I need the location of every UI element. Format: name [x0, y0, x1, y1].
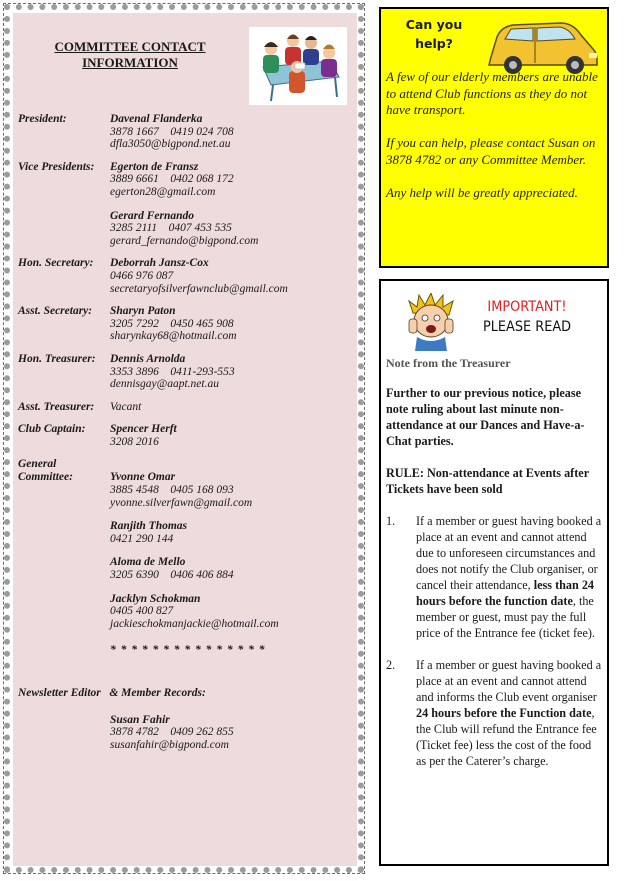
notice-clause-1	[386, 513, 604, 641]
role-label: Asst. Treasurer:	[18, 400, 95, 413]
person-email[interactable]: sharynkay68@hotmail.com	[110, 330, 237, 343]
committee-entry-hon-secretary	[18, 257, 352, 295]
person-block	[110, 113, 352, 151]
committee-entry-club-captain	[18, 423, 352, 448]
person-name: Deborrah Jansz-Cox	[110, 257, 209, 270]
person-email[interactable]: dennisgay@aapt.net.au	[110, 378, 219, 391]
clause-number: 1.	[386, 514, 396, 528]
role-label-text: General Committee:	[18, 458, 73, 484]
person-name: Egerton de Fransz	[110, 160, 199, 173]
person-block	[110, 257, 352, 295]
committee-roster	[18, 113, 352, 751]
person-email[interactable]: gerard_fernando@bigpond.com	[110, 234, 259, 247]
clause-emphasis: 24 hours before the Function date	[416, 706, 592, 720]
help-title-line2: help?	[415, 36, 453, 51]
clause-body	[416, 657, 604, 769]
clause-text: If a member or guest having booked a place at an event and cannot attend due to unforeseen circumstances and does not notify the Club organiser, or cancel their attendance,	[416, 514, 602, 592]
person-phones: 0421 290 144	[110, 532, 174, 545]
committee-entry-vice-presidents	[18, 161, 352, 248]
person-block	[110, 714, 352, 752]
person-name: Ranjith Thomas	[110, 520, 188, 533]
person-name: Sharyn Paton	[110, 305, 176, 318]
role-label: Hon. Treasurer:	[18, 352, 96, 365]
help-paragraph-transport: A few of our elderly members are unable to attend Club functions as they do not have transport.	[386, 69, 598, 118]
person-phones: 3878 4782 0409 262 855	[110, 726, 234, 739]
notice-clause-2	[386, 657, 604, 769]
help-paragraph-contact: If you can help, please contact Susan on 3878 4782 or any Committee Member.	[386, 135, 596, 167]
person-name: Aloma de Mello	[110, 556, 186, 569]
person-email[interactable]: yvonne.silverfawn@gmail.com	[110, 496, 253, 509]
notice-body	[386, 385, 604, 785]
person-email[interactable]: susanfahir@bigpond.com	[110, 738, 229, 751]
role-label: Asst. Secretary:	[18, 305, 93, 318]
committee-entry-asst-secretary	[18, 305, 352, 343]
person-name: Dennis Arnolda	[110, 352, 186, 365]
please-read-label: PLEASE READ	[482, 319, 572, 335]
person-block	[110, 423, 352, 448]
worried-kid-icon	[405, 293, 457, 351]
person-phones: 3205 7292 0450 465 908	[110, 317, 234, 330]
person-phones: 3885 4548 0405 168 093	[110, 484, 234, 497]
newsletter-editor-label: Newsletter Editor & Member Records:	[18, 687, 206, 699]
person-block	[110, 353, 352, 391]
person-block	[110, 556, 352, 581]
committee-meeting-clipart	[249, 27, 347, 105]
committee-heading-line2: INFORMATION	[82, 55, 178, 70]
notice-intro: Further to our previous notice, please note ruling about last minute non-attendance at our Dances and Have-a-Chat parties.	[386, 386, 585, 448]
committee-entry-general-committee	[18, 458, 352, 630]
person-phones: 3353 3896 0411-293-553	[110, 365, 235, 378]
committee-entry-president	[18, 113, 352, 151]
committee-panel	[3, 3, 365, 874]
clause-number: 2.	[386, 658, 396, 672]
person-block	[110, 161, 352, 199]
role-label: Vice Presidents:	[18, 160, 95, 173]
person-block	[110, 593, 352, 631]
person-phones: 0405 400 827	[110, 605, 174, 618]
person-name: Jacklyn Schokman	[110, 592, 201, 605]
person-name: Davenal Flanderka	[110, 113, 203, 125]
person-phones: 3205 6390 0406 406 884	[110, 569, 234, 582]
person-email[interactable]: egerton28@gmail.com	[110, 185, 216, 198]
role-label	[18, 458, 110, 630]
person-email[interactable]: jackieschokmanjackie@hotmail.com	[110, 617, 279, 630]
person-name: Gerard Fernando	[110, 209, 195, 222]
role-label: Hon. Secretary:	[18, 257, 94, 270]
person-name: Yvonne Omar	[110, 471, 176, 484]
can-you-help-box	[379, 7, 609, 268]
help-paragraph-thanks: Any help will be greatly appreciated.	[386, 185, 578, 201]
person-email[interactable]: dfla3050@bigpond.net.au	[110, 138, 231, 151]
committee-entry-hon-treasurer	[18, 353, 352, 391]
person-email[interactable]: secretaryofsilverfawnclub@gmail.com	[110, 282, 288, 295]
person-phones: 3878 1667 0419 024 708	[110, 125, 234, 138]
help-title-line1: Can you	[405, 17, 463, 32]
person-phones: 3889 6661 0402 068 172	[110, 173, 234, 186]
help-title	[389, 15, 479, 53]
committee-heading	[45, 39, 215, 71]
clause-text: If a member or guest having booked a place at an event and cannot attend and informs the Club event organiser	[416, 658, 602, 704]
important-please-read	[481, 297, 573, 337]
star-separator: * * * * * * * * * * * * * * *	[110, 644, 266, 657]
person-name: Susan Fahir	[110, 713, 170, 726]
committee-heading-line1: COMMITTEE CONTACT	[54, 39, 206, 54]
treasurer-note-heading: Note from the Treasurer	[386, 356, 511, 370]
notice-rule-heading: RULE: Non-attendance at Events after Tickets have been sold	[386, 466, 589, 496]
committee-entry-asst-treasurer	[18, 401, 352, 414]
person-block	[110, 471, 352, 509]
important-notice-box	[379, 279, 609, 866]
clause-body	[416, 513, 604, 641]
clause-text: , the member or guest, must pay the full price of the Entrance fee (ticket fee).	[416, 594, 595, 640]
committee-panel-background	[13, 13, 357, 866]
clause-text: , the Club will refund the Entrance fee (Ticket fee) less the cost of the food as per the Caterer’s charge.	[416, 706, 597, 768]
person-phones: 3208 2016	[110, 435, 159, 448]
clause-emphasis: less than 24 hours before the function date	[416, 578, 595, 608]
important-label: IMPORTANT!	[487, 299, 567, 315]
role-label: Club Captain:	[18, 423, 86, 436]
person-phones: 3285 2111 0407 453 535	[110, 222, 232, 235]
person-name: Vacant	[110, 400, 142, 413]
person-block	[110, 305, 352, 343]
person-block	[110, 520, 352, 545]
person-name: Spencer Herft	[110, 423, 177, 436]
person-phones: 0466 976 087	[110, 269, 174, 282]
help-text	[386, 69, 606, 218]
person-block	[110, 210, 352, 248]
role-label: President:	[18, 113, 67, 125]
